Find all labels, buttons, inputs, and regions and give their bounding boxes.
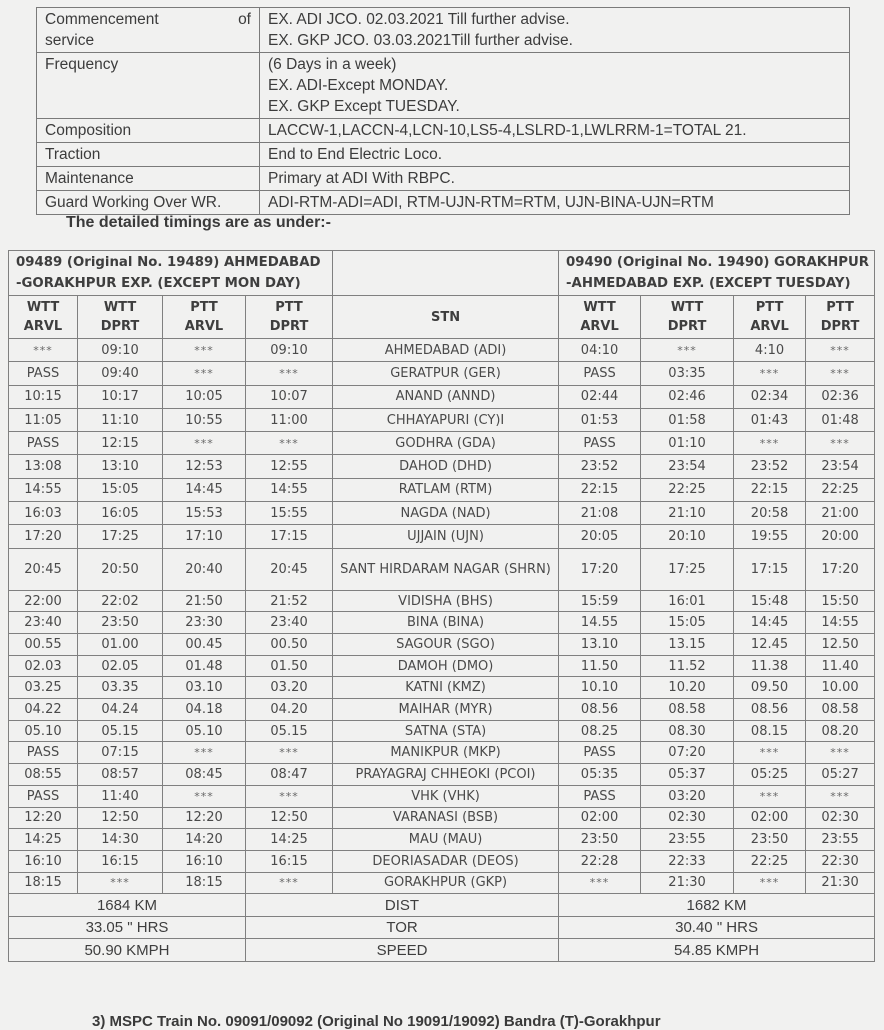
col-header-wtt-dprt: WTT DPRT: [78, 296, 163, 339]
table-row: [9, 385, 875, 408]
station-name-cell: NAGDA (NAD): [333, 502, 559, 525]
right-wtt-arvl-cell: 10.10: [559, 677, 641, 699]
left-wtt-arvl-cell: 08:55: [9, 764, 78, 786]
right-wtt-dprt-cell: 05:37: [641, 764, 734, 786]
table-row: [9, 590, 875, 612]
left-wtt-arvl-cell: 12:20: [9, 807, 78, 829]
right-wtt-arvl-cell: 20:05: [559, 525, 641, 548]
left-ptt-dprt-cell: ***: [246, 742, 333, 764]
info-value: EX. ADI JCO. 02.03.2021 Till further advise. EX. GKP JCO. 03.03.2021Till further advise.: [260, 8, 850, 53]
left-ptt-arvl-cell: 18:15: [163, 872, 246, 894]
station-name-cell: CHHAYAPURI (CY)I: [333, 408, 559, 431]
left-ptt-arvl-cell: 03.10: [163, 677, 246, 699]
right-ptt-arvl-cell: 11.38: [734, 655, 806, 677]
right-ptt-dprt-cell: 08.20: [806, 720, 875, 742]
right-ptt-dprt-cell: 21:30: [806, 872, 875, 894]
left-ptt-arvl-cell: 16:10: [163, 850, 246, 872]
right-ptt-arvl-cell: 01:43: [734, 408, 806, 431]
left-wtt-dprt-cell: 10:17: [78, 385, 163, 408]
right-ptt-arvl-cell: ***: [734, 362, 806, 385]
left-ptt-dprt-cell: 23:40: [246, 612, 333, 634]
left-wtt-arvl-cell: 10:15: [9, 385, 78, 408]
info-row-frequency: [37, 53, 850, 119]
station-name-cell: ANAND (ANND): [333, 385, 559, 408]
left-ptt-dprt-cell: ***: [246, 432, 333, 455]
right-wtt-arvl-cell: 15:59: [559, 590, 641, 612]
table-row: [9, 699, 875, 721]
station-name-cell: MANIKPUR (MKP): [333, 742, 559, 764]
right-ptt-arvl-cell: ***: [734, 872, 806, 894]
right-wtt-dprt-cell: 08.58: [641, 699, 734, 721]
left-ptt-arvl-cell: 08:45: [163, 764, 246, 786]
left-wtt-dprt-cell: 05.15: [78, 720, 163, 742]
right-ptt-dprt-cell: 10.00: [806, 677, 875, 699]
left-ptt-arvl-cell: ***: [163, 362, 246, 385]
info-label: Guard Working Over WR.: [37, 191, 260, 215]
right-wtt-dprt-cell: 02:30: [641, 807, 734, 829]
left-ptt-arvl-cell: 14:20: [163, 829, 246, 851]
table-row: [9, 408, 875, 431]
left-ptt-dprt-cell: 17:15: [246, 525, 333, 548]
info-label: Maintenance: [37, 167, 260, 191]
right-ptt-arvl-cell: 05:25: [734, 764, 806, 786]
right-wtt-dprt-cell: 16:01: [641, 590, 734, 612]
right-ptt-arvl-cell: 4:10: [734, 339, 806, 362]
column-header-row: [9, 296, 875, 339]
info-value: LACCW-1,LACCN-4,LCN-10,LS5-4,LSLRD-1,LWLRRM-1=TOTAL 21.: [260, 119, 850, 143]
summary-label: TOR: [246, 916, 559, 939]
table-row: [9, 764, 875, 786]
left-ptt-arvl-cell: ***: [163, 785, 246, 807]
info-row-guard-working: [37, 191, 850, 215]
right-wtt-dprt-cell: 15:05: [641, 612, 734, 634]
table-row: [9, 432, 875, 455]
right-ptt-dprt-cell: 20:00: [806, 525, 875, 548]
right-ptt-arvl-cell: 14:45: [734, 612, 806, 634]
right-wtt-arvl-cell: 21:08: [559, 502, 641, 525]
next-section-heading: 3) MSPC Train No. 09091/09092 (Original No 19091/19092) Bandra (T)-Gorakhpur: [92, 1013, 661, 1030]
station-name-cell: DAHOD (DHD): [333, 455, 559, 478]
station-name-cell: RATLAM (RTM): [333, 478, 559, 501]
right-wtt-dprt-cell: 17:25: [641, 548, 734, 590]
left-ptt-dprt-cell: 21:52: [246, 590, 333, 612]
right-ptt-dprt-cell: 02:30: [806, 807, 875, 829]
left-wtt-arvl-cell: 00.55: [9, 634, 78, 656]
summary-label: SPEED: [246, 939, 559, 962]
table-row: [9, 548, 875, 590]
right-ptt-arvl-cell: 19:55: [734, 525, 806, 548]
left-wtt-arvl-cell: ***: [9, 339, 78, 362]
right-wtt-dprt-cell: 22:25: [641, 478, 734, 501]
table-row: [9, 339, 875, 362]
station-name-cell: VIDISHA (BHS): [333, 590, 559, 612]
right-ptt-dprt-cell: 11.40: [806, 655, 875, 677]
right-wtt-dprt-cell: ***: [641, 339, 734, 362]
left-ptt-dprt-cell: ***: [246, 872, 333, 894]
right-ptt-arvl-cell: 09.50: [734, 677, 806, 699]
right-wtt-arvl-cell: 11.50: [559, 655, 641, 677]
left-wtt-arvl-cell: 05.10: [9, 720, 78, 742]
info-label: Frequency: [37, 53, 260, 119]
left-wtt-arvl-cell: 03.25: [9, 677, 78, 699]
right-wtt-arvl-cell: 14.55: [559, 612, 641, 634]
station-name-cell: VARANASI (BSB): [333, 807, 559, 829]
col-header-wtt-dprt: WTT DPRT: [641, 296, 734, 339]
right-wtt-dprt-cell: 10.20: [641, 677, 734, 699]
right-wtt-dprt-cell: 08.30: [641, 720, 734, 742]
right-ptt-dprt-cell: 01:48: [806, 408, 875, 431]
table-row: [9, 362, 875, 385]
table-row: [9, 634, 875, 656]
right-ptt-arvl-cell: 22:15: [734, 478, 806, 501]
station-name-cell: UJJAIN (UJN): [333, 525, 559, 548]
right-ptt-arvl-cell: 08.56: [734, 699, 806, 721]
left-wtt-arvl-cell: 04.22: [9, 699, 78, 721]
left-wtt-dprt-cell: 23:50: [78, 612, 163, 634]
table-row: [9, 785, 875, 807]
left-train-title: 09489 (Original No. 19489) AHMEDABAD -GORAKHPUR EXP. (EXCEPT MON DAY): [9, 251, 333, 296]
info-row-commencement: [37, 8, 850, 53]
station-name-cell: PRAYAGRAJ CHHEOKI (PCOI): [333, 764, 559, 786]
left-ptt-dprt-cell: 08:47: [246, 764, 333, 786]
station-name-cell: KATNI (KMZ): [333, 677, 559, 699]
right-ptt-dprt-cell: 02:36: [806, 385, 875, 408]
left-wtt-arvl-cell: 22:00: [9, 590, 78, 612]
right-ptt-arvl-cell: 02:34: [734, 385, 806, 408]
left-wtt-arvl-cell: PASS: [9, 362, 78, 385]
left-wtt-dprt-cell: 08:57: [78, 764, 163, 786]
left-wtt-dprt-cell: 17:25: [78, 525, 163, 548]
left-wtt-arvl-cell: 11:05: [9, 408, 78, 431]
right-ptt-arvl-cell: 20:58: [734, 502, 806, 525]
info-value: End to End Electric Loco.: [260, 143, 850, 167]
right-wtt-arvl-cell: PASS: [559, 432, 641, 455]
right-ptt-dprt-cell: ***: [806, 785, 875, 807]
right-ptt-arvl-cell: 23:50: [734, 829, 806, 851]
right-ptt-dprt-cell: ***: [806, 742, 875, 764]
left-wtt-dprt-cell: 11:10: [78, 408, 163, 431]
left-wtt-arvl-cell: 02.03: [9, 655, 78, 677]
left-ptt-arvl-cell: 17:10: [163, 525, 246, 548]
left-wtt-arvl-cell: PASS: [9, 742, 78, 764]
right-ptt-dprt-cell: 23:54: [806, 455, 875, 478]
right-wtt-dprt-cell: 23:55: [641, 829, 734, 851]
station-name-cell: DEORIASADAR (DEOS): [333, 850, 559, 872]
table-row: [9, 455, 875, 478]
station-name-cell: SATNA (STA): [333, 720, 559, 742]
table-row: [9, 502, 875, 525]
right-wtt-dprt-cell: 21:30: [641, 872, 734, 894]
left-wtt-dprt-cell: 16:15: [78, 850, 163, 872]
right-wtt-arvl-cell: PASS: [559, 742, 641, 764]
col-header-ptt-dprt: PTT DPRT: [246, 296, 333, 339]
summary-right-value: 1682 KM: [559, 894, 875, 917]
right-ptt-dprt-cell: ***: [806, 339, 875, 362]
left-wtt-dprt-cell: 09:10: [78, 339, 163, 362]
right-wtt-dprt-cell: 11.52: [641, 655, 734, 677]
right-train-title: 09490 (Original No. 19490) GORAKHPUR -AHMEDABAD EXP. (EXCEPT TUESDAY): [559, 251, 875, 296]
left-wtt-arvl-cell: 23:40: [9, 612, 78, 634]
left-ptt-arvl-cell: 01.48: [163, 655, 246, 677]
left-wtt-dprt-cell: 16:05: [78, 502, 163, 525]
right-wtt-arvl-cell: PASS: [559, 362, 641, 385]
left-ptt-arvl-cell: 04.18: [163, 699, 246, 721]
right-ptt-dprt-cell: 23:55: [806, 829, 875, 851]
station-name-cell: GORAKHPUR (GKP): [333, 872, 559, 894]
left-ptt-arvl-cell: 23:30: [163, 612, 246, 634]
info-label: Composition: [37, 119, 260, 143]
col-header-wtt-arvl: WTT ARVL: [559, 296, 641, 339]
left-ptt-dprt-cell: 03.20: [246, 677, 333, 699]
right-wtt-dprt-cell: 01:58: [641, 408, 734, 431]
right-wtt-arvl-cell: 23:52: [559, 455, 641, 478]
left-wtt-arvl-cell: 13:08: [9, 455, 78, 478]
summary-left-value: 33.05 " HRS: [9, 916, 246, 939]
left-wtt-arvl-cell: 20:45: [9, 548, 78, 590]
station-name-cell: MAU (MAU): [333, 829, 559, 851]
right-ptt-arvl-cell: ***: [734, 742, 806, 764]
left-ptt-dprt-cell: ***: [246, 362, 333, 385]
right-ptt-dprt-cell: 08.58: [806, 699, 875, 721]
left-wtt-arvl-cell: PASS: [9, 432, 78, 455]
summary-left-value: 1684 KM: [9, 894, 246, 917]
right-wtt-dprt-cell: 23:54: [641, 455, 734, 478]
right-ptt-dprt-cell: ***: [806, 362, 875, 385]
right-wtt-arvl-cell: 05:35: [559, 764, 641, 786]
left-ptt-dprt-cell: 14:55: [246, 478, 333, 501]
right-wtt-dprt-cell: 03:20: [641, 785, 734, 807]
left-ptt-arvl-cell: 14:45: [163, 478, 246, 501]
table-row: [9, 850, 875, 872]
left-wtt-arvl-cell: 16:10: [9, 850, 78, 872]
right-ptt-dprt-cell: 17:20: [806, 548, 875, 590]
right-ptt-arvl-cell: 02:00: [734, 807, 806, 829]
right-wtt-dprt-cell: 20:10: [641, 525, 734, 548]
left-wtt-arvl-cell: 14:55: [9, 478, 78, 501]
station-name-cell: SAGOUR (SGO): [333, 634, 559, 656]
table-row: [9, 612, 875, 634]
col-header-stn: STN: [333, 296, 559, 339]
left-ptt-dprt-cell: 16:15: [246, 850, 333, 872]
left-wtt-dprt-cell: 04.24: [78, 699, 163, 721]
info-row-maintenance: [37, 167, 850, 191]
left-ptt-arvl-cell: 20:40: [163, 548, 246, 590]
service-info-table: [36, 7, 850, 215]
left-wtt-arvl-cell: 14:25: [9, 829, 78, 851]
right-wtt-dprt-cell: 21:10: [641, 502, 734, 525]
summary-left-value: 50.90 KMPH: [9, 939, 246, 962]
table-row: [9, 807, 875, 829]
right-wtt-arvl-cell: PASS: [559, 785, 641, 807]
left-ptt-dprt-cell: 12:50: [246, 807, 333, 829]
station-name-cell: AHMEDABAD (ADI): [333, 339, 559, 362]
left-wtt-dprt-cell: 02.05: [78, 655, 163, 677]
station-name-cell: MAIHAR (MYR): [333, 699, 559, 721]
left-ptt-dprt-cell: 11:00: [246, 408, 333, 431]
left-ptt-arvl-cell: 15:53: [163, 502, 246, 525]
timings-intro-heading: The detailed timings are as under:-: [66, 214, 331, 231]
right-ptt-dprt-cell: 12.50: [806, 634, 875, 656]
station-name-cell: DAMOH (DMO): [333, 655, 559, 677]
right-wtt-arvl-cell: 17:20: [559, 548, 641, 590]
right-ptt-arvl-cell: 17:15: [734, 548, 806, 590]
left-wtt-arvl-cell: 16:03: [9, 502, 78, 525]
station-name-cell: SANT HIRDARAM NAGAR (SHRN): [333, 548, 559, 590]
summary-row: [9, 939, 875, 962]
left-wtt-dprt-cell: 15:05: [78, 478, 163, 501]
right-ptt-dprt-cell: 05:27: [806, 764, 875, 786]
left-ptt-arvl-cell: ***: [163, 339, 246, 362]
right-wtt-arvl-cell: 08.25: [559, 720, 641, 742]
right-ptt-arvl-cell: 08.15: [734, 720, 806, 742]
left-ptt-arvl-cell: 21:50: [163, 590, 246, 612]
right-ptt-dprt-cell: 15:50: [806, 590, 875, 612]
table-row: [9, 478, 875, 501]
right-wtt-dprt-cell: 07:20: [641, 742, 734, 764]
timetable: [8, 250, 875, 962]
right-wtt-arvl-cell: 13.10: [559, 634, 641, 656]
left-ptt-arvl-cell: 10:05: [163, 385, 246, 408]
right-ptt-arvl-cell: 23:52: [734, 455, 806, 478]
left-wtt-dprt-cell: 13:10: [78, 455, 163, 478]
left-ptt-arvl-cell: 00.45: [163, 634, 246, 656]
summary-right-value: 30.40 " HRS: [559, 916, 875, 939]
train-title-row: [9, 251, 875, 296]
table-row: [9, 829, 875, 851]
right-wtt-dprt-cell: 22:33: [641, 850, 734, 872]
table-row: [9, 742, 875, 764]
table-row: [9, 720, 875, 742]
right-ptt-arvl-cell: 15:48: [734, 590, 806, 612]
left-ptt-dprt-cell: 01.50: [246, 655, 333, 677]
right-ptt-dprt-cell: 22:25: [806, 478, 875, 501]
left-ptt-dprt-cell: 04.20: [246, 699, 333, 721]
right-wtt-arvl-cell: ***: [559, 872, 641, 894]
right-ptt-arvl-cell: 12.45: [734, 634, 806, 656]
summary-label: DIST: [246, 894, 559, 917]
title-spacer: [333, 251, 559, 296]
right-wtt-dprt-cell: 03:35: [641, 362, 734, 385]
right-ptt-arvl-cell: ***: [734, 785, 806, 807]
table-row: [9, 872, 875, 894]
left-ptt-dprt-cell: 00.50: [246, 634, 333, 656]
left-ptt-dprt-cell: 20:45: [246, 548, 333, 590]
table-row: [9, 655, 875, 677]
station-name-cell: VHK (VHK): [333, 785, 559, 807]
right-wtt-arvl-cell: 08.56: [559, 699, 641, 721]
left-wtt-dprt-cell: 09:40: [78, 362, 163, 385]
right-wtt-arvl-cell: 02:00: [559, 807, 641, 829]
info-label: Commencement of service: [37, 8, 260, 53]
station-name-cell: GERATPUR (GER): [333, 362, 559, 385]
left-wtt-dprt-cell: 03.35: [78, 677, 163, 699]
right-ptt-dprt-cell: 21:00: [806, 502, 875, 525]
station-name-cell: GODHRA (GDA): [333, 432, 559, 455]
info-value: Primary at ADI With RBPC.: [260, 167, 850, 191]
left-ptt-arvl-cell: 12:53: [163, 455, 246, 478]
col-header-wtt-arvl: WTT ARVL: [9, 296, 78, 339]
right-wtt-arvl-cell: 22:28: [559, 850, 641, 872]
left-ptt-dprt-cell: 14:25: [246, 829, 333, 851]
left-wtt-dprt-cell: 11:40: [78, 785, 163, 807]
left-ptt-dprt-cell: 10:07: [246, 385, 333, 408]
left-ptt-arvl-cell: ***: [163, 742, 246, 764]
left-wtt-dprt-cell: 01.00: [78, 634, 163, 656]
right-wtt-dprt-cell: 13.15: [641, 634, 734, 656]
right-ptt-arvl-cell: ***: [734, 432, 806, 455]
col-header-ptt-dprt: PTT DPRT: [806, 296, 875, 339]
right-wtt-arvl-cell: 01:53: [559, 408, 641, 431]
left-wtt-dprt-cell: 22:02: [78, 590, 163, 612]
right-wtt-arvl-cell: 23:50: [559, 829, 641, 851]
right-wtt-arvl-cell: 04:10: [559, 339, 641, 362]
left-wtt-arvl-cell: 18:15: [9, 872, 78, 894]
summary-row: [9, 894, 875, 917]
station-name-cell: BINA (BINA): [333, 612, 559, 634]
left-wtt-dprt-cell: 12:15: [78, 432, 163, 455]
left-ptt-dprt-cell: ***: [246, 785, 333, 807]
table-row: [9, 525, 875, 548]
left-ptt-dprt-cell: 15:55: [246, 502, 333, 525]
left-ptt-dprt-cell: 12:55: [246, 455, 333, 478]
right-ptt-dprt-cell: 22:30: [806, 850, 875, 872]
info-row-composition: [37, 119, 850, 143]
right-ptt-dprt-cell: 14:55: [806, 612, 875, 634]
left-ptt-arvl-cell: ***: [163, 432, 246, 455]
right-wtt-dprt-cell: 01:10: [641, 432, 734, 455]
left-wtt-dprt-cell: 12:50: [78, 807, 163, 829]
info-value: ADI-RTM-ADI=ADI, RTM-UJN-RTM=RTM, UJN-BINA-UJN=RTM: [260, 191, 850, 215]
left-wtt-dprt-cell: 14:30: [78, 829, 163, 851]
left-ptt-arvl-cell: 12:20: [163, 807, 246, 829]
col-header-ptt-arvl: PTT ARVL: [734, 296, 806, 339]
left-wtt-dprt-cell: 20:50: [78, 548, 163, 590]
right-wtt-dprt-cell: 02:46: [641, 385, 734, 408]
right-wtt-arvl-cell: 22:15: [559, 478, 641, 501]
summary-row: [9, 916, 875, 939]
left-ptt-arvl-cell: 10:55: [163, 408, 246, 431]
summary-right-value: 54.85 KMPH: [559, 939, 875, 962]
left-ptt-dprt-cell: 09:10: [246, 339, 333, 362]
left-wtt-dprt-cell: 07:15: [78, 742, 163, 764]
left-wtt-dprt-cell: ***: [78, 872, 163, 894]
info-row-traction: [37, 143, 850, 167]
right-ptt-arvl-cell: 22:25: [734, 850, 806, 872]
col-header-ptt-arvl: PTT ARVL: [163, 296, 246, 339]
left-ptt-dprt-cell: 05.15: [246, 720, 333, 742]
table-row: [9, 677, 875, 699]
left-wtt-arvl-cell: 17:20: [9, 525, 78, 548]
left-ptt-arvl-cell: 05.10: [163, 720, 246, 742]
left-wtt-arvl-cell: PASS: [9, 785, 78, 807]
info-value: (6 Days in a week) EX. ADI-Except MONDAY. EX. GKP Except TUESDAY.: [260, 53, 850, 119]
info-label: Traction: [37, 143, 260, 167]
right-wtt-arvl-cell: 02:44: [559, 385, 641, 408]
right-ptt-dprt-cell: ***: [806, 432, 875, 455]
